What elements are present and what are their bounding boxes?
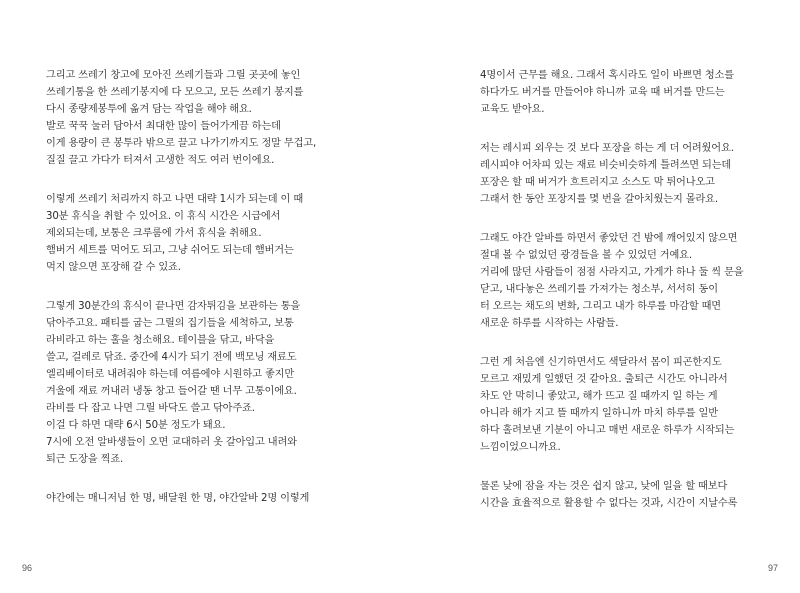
text-line: 퇴근 도장을 찍죠. (46, 454, 124, 465)
right-page-body (480, 67, 780, 534)
text-line: 닦아주고요. 패티를 굽는 그릴의 집기들을 세척하고, 보통 (46, 318, 294, 329)
paragraph (480, 67, 780, 118)
text-line: 야간에는 매니저님 한 명, 배달원 한 명, 야간알바 2명 이렇게 (46, 493, 310, 504)
text-line: 거리에 많던 사람들이 점점 사라지고, 가게가 하나 둘 씩 문을 (480, 267, 744, 278)
paragraph (46, 490, 366, 507)
text-line: 시간을 효율적으로 활용할 수 없다는 것과, 시간이 지날수록 (480, 498, 738, 509)
text-line: 저는 레시피 외우는 것 보다 포장을 하는 게 더 어려웠어요. (480, 143, 734, 154)
text-line: 다시 종량제봉투에 옮겨 담는 작업을 해야 해요. (46, 104, 252, 115)
text-line: 아니라 해가 지고 뜰 때까지 일하니까 마치 하루를 일반 (480, 408, 718, 419)
paragraph (480, 354, 780, 456)
text-line: 라비라고 하는 홀을 청소해요. 테이블을 닦고, 바닥을 (46, 335, 275, 346)
text-line: 차도 안 막히니 좋았고, 해가 뜨고 질 때까지 일 하는 게 (480, 391, 718, 402)
paragraph (46, 67, 366, 169)
text-line: 이렇게 쓰레기 처리까지 하고 나면 대략 1시가 되는데 이 때 (46, 194, 304, 205)
text-line: 4명이서 근무를 해요. 그래서 혹시라도 일이 바쁘면 청소를 (480, 70, 734, 81)
text-line: 절대 볼 수 없었던 광경들을 볼 수 있었던 거예요. (480, 250, 692, 261)
text-line: 모르고 재밌게 일했던 것 같아요. 출퇴근 시간도 아니라서 (480, 374, 728, 385)
text-line: 물론 낮에 잠을 자는 것은 쉽지 않고, 낮에 일을 할 때보다 (480, 481, 728, 492)
text-line: 그렇게 30분간의 휴식이 끝나면 감자튀김을 보관하는 통을 (46, 301, 301, 312)
paragraph (480, 478, 780, 512)
text-line: 터 오르는 채도의 변화, 그리고 내가 하루를 마감할 때면 (480, 301, 721, 312)
paragraph (480, 140, 780, 208)
text-line: 이걸 다 하면 대략 6시 50분 정도가 돼요. (46, 420, 226, 431)
text-line: 그런 게 처음엔 신기하면서도 색달라서 몸이 피곤한지도 (480, 357, 722, 368)
text-line: 햄버거 세트를 먹어도 되고, 그냥 쉬어도 되는데 햄버거는 (46, 245, 294, 256)
text-line: 질질 끌고 가다가 터져서 고생한 적도 여러 번이에요. (46, 155, 275, 166)
text-line: 라비를 다 잡고 나면 그릴 바닥도 쓸고 닦아주죠. (46, 403, 255, 414)
text-line: 제외되는데, 보통은 크루룸에 가서 휴식을 취해요. (46, 228, 262, 239)
text-line: 30분 휴식을 취할 수 있어요. 이 휴식 시간은 시급에서 (46, 211, 281, 222)
text-line: 레시피야 어차피 있는 재료 비슷비슷하게 틀려쓰면 되는데 (480, 160, 732, 171)
left-page-body (46, 67, 366, 529)
text-line: 닫고, 내다놓은 쓰레기를 가져가는 청소부, 서서히 동이 (480, 284, 718, 295)
text-line: 그래서 한 동안 포장지를 몇 번을 갈아치웠는지 몰라요. (480, 194, 718, 205)
text-line: 쓰레기통을 한 쓰레기봉지에 다 모으고, 모든 쓰레기 봉지를 (46, 87, 304, 98)
text-line: 포장은 할 때 버거가 흐트러지고 소스도 막 튀어나오고 (480, 177, 715, 188)
text-line: 발로 꾹꾹 눌러 담아서 최대한 많이 들어가게끔 하는데 (46, 121, 281, 132)
text-line: 하다가도 버거를 만들어야 하니까 교육 때 버거를 만드는 (480, 87, 725, 98)
text-line: 그래도 야간 알바를 하면서 좋았던 건 밤에 깨어있지 않으면 (480, 233, 738, 244)
text-line: 느낌이었으니까요. (480, 442, 561, 453)
text-line: 엘리베이터로 내려줘야 하는데 여름에야 시원하고 좋지만 (46, 369, 295, 380)
paragraph (46, 191, 366, 276)
text-line: 겨울에 재료 꺼내러 냉동 창고 들어갈 땐 너무 고통이에요. (46, 386, 297, 397)
text-line: 그리고 쓰레기 창고에 모아진 쓰레기들과 그릴 곳곳에 놓인 (46, 70, 301, 81)
text-line: 새로운 하루를 시작하는 사람들. (480, 318, 619, 329)
left-page-number: 96 (22, 563, 33, 573)
right-page-number: 97 (767, 563, 778, 573)
text-line: 쓸고, 걸레로 닦죠. 중간에 4시가 되기 전에 백모닝 재료도 (46, 352, 297, 363)
text-line: 먹지 않으면 포장해 갈 수 있죠. (46, 262, 181, 273)
text-line: 이게 용량이 큰 봉투라 밖으로 끌고 나가기까지도 정말 무겁고, (46, 138, 317, 149)
text-line: 7시에 오전 알바생들이 오면 교대하러 옷 갈아입고 내려와 (46, 437, 297, 448)
right-page (400, 0, 800, 593)
text-line: 교육도 받아요. (480, 104, 545, 115)
text-line: 하다 홀려보낸 기분이 아니고 매번 새로운 하루가 시작되는 (480, 425, 735, 436)
paragraph (480, 230, 780, 332)
paragraph (46, 298, 366, 468)
